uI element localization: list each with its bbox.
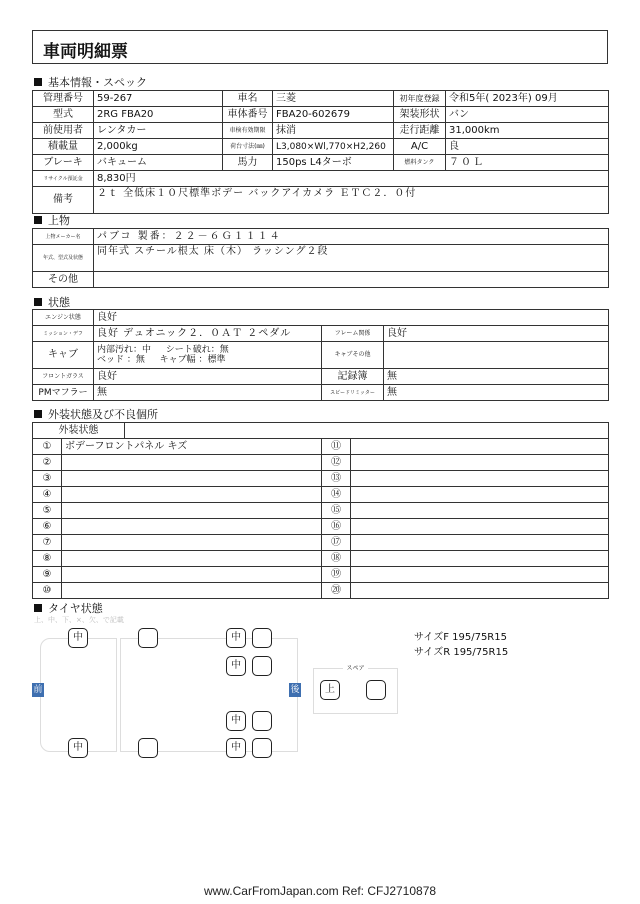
cab-line-1: 内部汚れ：中 シート破れ：無 <box>97 345 229 355</box>
label-exterior: 外装状態 <box>33 423 125 439</box>
label-engine: エンジン状態 <box>33 310 94 326</box>
value-pm: 無 <box>94 385 322 401</box>
label-body-maker: 上物メーカー名 <box>33 229 94 245</box>
spare-label: スペア <box>343 665 367 672</box>
front-tag: 前 <box>33 685 43 695</box>
label-body-type: 架装形状 <box>394 107 446 123</box>
label-record: 記録簿 <box>322 369 384 385</box>
exterior-item-text <box>62 471 322 487</box>
table-row <box>33 369 609 385</box>
exterior-item-text <box>62 455 322 471</box>
table-row <box>33 171 609 187</box>
table-row <box>33 551 609 567</box>
tyre-rear-3-outer: 中 <box>226 711 246 731</box>
label-brake: ブレーキ <box>33 155 94 171</box>
exterior-number: ⑭ <box>322 487 351 503</box>
cab-line-2: ベッド ：無 キャブ幅 ：標準 <box>97 355 226 365</box>
tyre-rear-1-outer: 中 <box>226 628 246 648</box>
exterior-item-text: ボデーフロントパネル キズ <box>62 439 322 455</box>
document-title: 車両明細票 <box>43 42 128 62</box>
tyre-size-front: サイズF 195/75R15 <box>414 632 507 643</box>
table-row <box>33 272 609 288</box>
section-heading-tyres <box>34 600 103 616</box>
spare-label-wrap <box>314 663 397 672</box>
exterior-item-text <box>62 551 322 567</box>
table-row <box>33 91 609 107</box>
label-car-name: 車名 <box>223 91 273 107</box>
exterior-item-text <box>62 519 322 535</box>
exterior-item-text <box>351 487 609 503</box>
section-title: タイヤ状態 <box>48 602 103 615</box>
exterior-item-text <box>62 487 322 503</box>
exterior-item-text <box>351 519 609 535</box>
value-capacity: 2,000kg <box>94 139 223 155</box>
exterior-number: ④ <box>33 487 62 503</box>
table-row <box>33 385 609 401</box>
label-frame: フレーム関係 <box>322 326 384 342</box>
value-exterior <box>125 423 609 439</box>
label-fuel-tank: 燃料タンク <box>394 155 446 171</box>
value-frame: 良好 <box>384 326 609 342</box>
table-row <box>33 310 609 326</box>
label-model: 型式 <box>33 107 94 123</box>
label-body-other: その他 <box>33 272 94 288</box>
table-row <box>33 439 609 455</box>
value-brake: バキューム <box>94 155 223 171</box>
tyre-front-right: 中 <box>68 738 88 758</box>
basic-info-table <box>32 90 609 214</box>
exterior-number: ⑤ <box>33 503 62 519</box>
table-row <box>33 229 609 245</box>
label-bed-size: 荷台寸法(㎜) <box>223 139 273 155</box>
exterior-item-text <box>351 567 609 583</box>
exterior-number: ⑯ <box>322 519 351 535</box>
table-row <box>33 455 609 471</box>
value-body-other <box>94 272 609 288</box>
section-title: 基本情報・スペック <box>48 76 147 89</box>
exterior-item-text <box>62 503 322 519</box>
label-speed-limiter: スピードリミッター <box>322 385 384 401</box>
table-row <box>33 123 609 139</box>
exterior-item-text <box>351 439 609 455</box>
table-row <box>33 519 609 535</box>
label-capacity: 積載量 <box>33 139 94 155</box>
exterior-number: ⑦ <box>33 535 62 551</box>
table-row <box>33 245 609 272</box>
tyre-rear-2-outer: 中 <box>226 656 246 676</box>
label-inspection: 車検有効期限 <box>223 123 273 139</box>
exterior-number: ③ <box>33 471 62 487</box>
tyre-front-left: 中 <box>68 628 88 648</box>
value-bed-size: L3,080×Wl,770×H2,260 <box>273 139 394 155</box>
value-ac: 良 <box>446 139 609 155</box>
table-row <box>33 155 609 171</box>
table-row <box>33 326 609 342</box>
exterior-number: ⑱ <box>322 551 351 567</box>
exterior-number: ⑪ <box>322 439 351 455</box>
value-power: 150ps L4ターボ <box>273 155 394 171</box>
value-inspection: 抹消 <box>273 123 394 139</box>
tyre-rear-3-inner <box>252 711 272 731</box>
table-row <box>33 423 609 439</box>
exterior-number: ⑬ <box>322 471 351 487</box>
rear-tag: 後 <box>290 685 300 695</box>
exterior-number: ⑫ <box>322 455 351 471</box>
document-title-box <box>32 30 608 64</box>
label-ac: A/C <box>394 139 446 155</box>
tyre-middle-right <box>138 738 158 758</box>
exterior-item-text <box>351 551 609 567</box>
exterior-number: ⑥ <box>33 519 62 535</box>
tyre-middle-left <box>138 628 158 648</box>
label-chassis: 車体番号 <box>223 107 273 123</box>
tyre-rear-1-inner <box>252 628 272 648</box>
table-row <box>33 139 609 155</box>
label-cab: キャブ <box>33 342 94 369</box>
tyre-spare-1: 上 <box>320 680 340 700</box>
value-body-maker: パブコ 製番：２２－６Ｇ１１１４ <box>94 229 609 245</box>
section-title: 状態 <box>48 296 70 309</box>
tyre-hint: 上、中、下、×、欠、で記載 <box>34 616 124 624</box>
label-body-year: 年式、型式及状態 <box>33 245 94 272</box>
exterior-number: ⑮ <box>322 503 351 519</box>
tyre-rear-4-outer: 中 <box>226 738 246 758</box>
exterior-item-text <box>351 471 609 487</box>
table-row <box>33 487 609 503</box>
exterior-table <box>32 422 609 599</box>
value-management-no: 59-267 <box>94 91 223 107</box>
table-row <box>33 583 609 599</box>
exterior-item-text <box>351 503 609 519</box>
value-cab <box>94 342 322 369</box>
exterior-item-text <box>62 567 322 583</box>
value-body-year: 同年式 スチール根太 床（木） ラッシング２段 <box>94 245 609 272</box>
label-remarks: 備考 <box>33 187 94 214</box>
exterior-item-text <box>351 455 609 471</box>
exterior-item-text <box>351 583 609 599</box>
section-title: 外装状態及び不良個所 <box>48 408 158 421</box>
exterior-number: ⑳ <box>322 583 351 599</box>
value-mission: 良好 デュオニック２．０ＡＴ ２ペダル <box>94 326 322 342</box>
section-heading-condition <box>34 294 70 310</box>
value-remarks: ２ｔ 全低床１０尺標準ボデー バックアイカメラ ＥＴＣ２．０付 <box>94 187 609 214</box>
cargo-outline <box>120 638 298 752</box>
exterior-item-text <box>351 535 609 551</box>
label-prev-user: 前使用者 <box>33 123 94 139</box>
exterior-item-text <box>62 583 322 599</box>
tyre-rear-2-inner <box>252 656 272 676</box>
value-car-name: 三菱 <box>273 91 394 107</box>
label-glass: フロントガラス <box>33 369 94 385</box>
exterior-number: ② <box>33 455 62 471</box>
table-row <box>33 187 609 214</box>
exterior-item-text <box>62 535 322 551</box>
value-engine: 良好 <box>94 310 609 326</box>
value-recycle: 8,830円 <box>94 171 609 187</box>
label-mileage: 走行距離 <box>394 123 446 139</box>
value-mileage: 31,000km <box>446 123 609 139</box>
value-glass: 良好 <box>94 369 322 385</box>
value-cab-other <box>384 342 609 369</box>
value-prev-user: レンタカー <box>94 123 223 139</box>
table-row <box>33 342 609 369</box>
table-row <box>33 567 609 583</box>
tyre-size-rear: サイズR 195/75R15 <box>414 647 509 658</box>
section-heading-body <box>34 212 70 228</box>
label-pm: PMマフラー <box>33 385 94 401</box>
spare-box <box>313 665 398 714</box>
value-chassis: FBA20-602679 <box>273 107 394 123</box>
label-mission: ミッション・デフ <box>33 326 94 342</box>
section-heading-basic <box>34 74 147 90</box>
table-row <box>33 107 609 123</box>
exterior-rows <box>33 439 609 599</box>
exterior-number: ⑰ <box>322 535 351 551</box>
value-fuel-tank: ７０Ｌ <box>446 155 609 171</box>
table-row <box>33 471 609 487</box>
label-cab-other: キャブその他 <box>322 342 384 369</box>
label-recycle: リサイクル預託金 <box>33 171 94 187</box>
value-first-reg: 令和5年( 2023年) 09月 <box>446 91 609 107</box>
exterior-number: ⑩ <box>33 583 62 599</box>
exterior-number: ⑨ <box>33 567 62 583</box>
tyre-spare-2 <box>366 680 386 700</box>
body-table <box>32 228 609 288</box>
value-record: 無 <box>384 369 609 385</box>
table-row <box>33 503 609 519</box>
exterior-number: ⑧ <box>33 551 62 567</box>
section-title: 上物 <box>48 214 70 227</box>
value-body-type: バン <box>446 107 609 123</box>
cab-outline <box>40 638 117 752</box>
condition-table <box>32 309 609 401</box>
value-speed-limiter: 無 <box>384 385 609 401</box>
label-power: 馬力 <box>223 155 273 171</box>
label-management-no: 管理番号 <box>33 91 94 107</box>
value-model: 2RG FBA20 <box>94 107 223 123</box>
footer-reference: www.CarFromJapan.com Ref: CFJ2710878 <box>203 884 437 898</box>
table-row <box>33 535 609 551</box>
exterior-number: ⑲ <box>322 567 351 583</box>
section-heading-exterior <box>34 406 158 422</box>
label-first-reg: 初年度登録 <box>394 91 446 107</box>
tyre-rear-4-inner <box>252 738 272 758</box>
exterior-number: ① <box>33 439 62 455</box>
